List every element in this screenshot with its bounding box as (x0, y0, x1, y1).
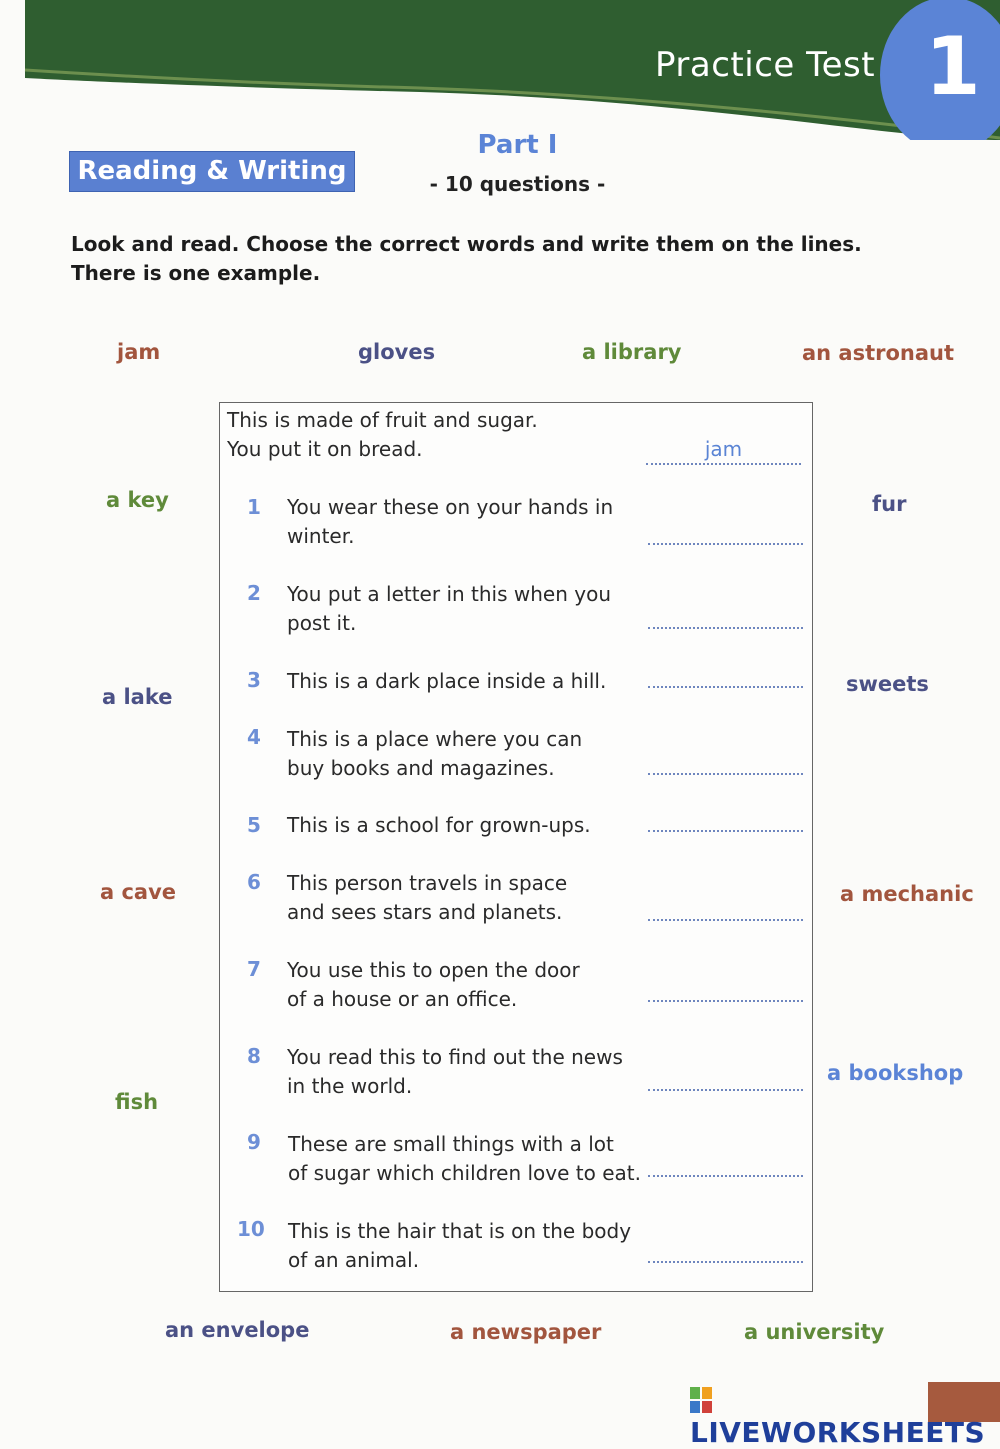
word-mechanic: a mechanic (840, 882, 974, 906)
word-library: a library (582, 340, 682, 364)
question-line-2: winter. (287, 524, 355, 548)
word-lake: a lake (102, 685, 173, 709)
question-line-2: buy books and magazines. (287, 756, 555, 780)
question-number: 8 (247, 1044, 261, 1068)
word-jam: jam (117, 340, 161, 364)
answer-line-6[interactable] (648, 919, 803, 921)
test-number: 1 (925, 20, 981, 113)
question-line-1: This is the hair that is on the body (288, 1219, 632, 1243)
word-key: a key (106, 488, 169, 512)
answer-line-10[interactable] (648, 1261, 803, 1263)
practice-test-title: Practice Test (655, 45, 876, 85)
question-line-1: This is a school for grown-ups. (287, 813, 591, 837)
question-line-1: You read this to find out the news (287, 1045, 623, 1069)
answer-line-7[interactable] (648, 1000, 803, 1002)
example-answer: jam (704, 437, 743, 461)
word-cave: a cave (100, 880, 177, 904)
question-line-2: and sees stars and planets. (287, 900, 563, 924)
word-sweets: sweets (846, 672, 929, 696)
question-number: 2 (247, 581, 261, 605)
question-number: 3 (247, 668, 261, 692)
word-envelope: an envelope (165, 1318, 310, 1342)
instructions (71, 230, 931, 288)
word-astronaut: an astronaut (802, 341, 955, 365)
word-newspaper: a newspaper (450, 1320, 602, 1344)
word-university: a university (744, 1320, 885, 1344)
question-number: 5 (247, 813, 261, 837)
answer-line-1[interactable] (648, 543, 803, 545)
word-fish: fish (115, 1090, 159, 1114)
question-number: 6 (247, 870, 261, 894)
liveworksheets-logo (690, 1383, 1000, 1449)
section-label: Reading & Writing (69, 151, 355, 192)
question-line-1: You put a letter in this when you (287, 582, 612, 606)
question-number: 7 (247, 957, 261, 981)
question-line-2: of an animal. (288, 1248, 420, 1272)
question-line-1: This person travels in space (287, 871, 568, 895)
question-line-1: These are small things with a lot (288, 1132, 614, 1156)
part-title: Part I (477, 130, 558, 160)
answer-line-3[interactable] (648, 686, 803, 688)
instructions-line-1: Look and read. Choose the correct words and write them on the lines. (71, 232, 862, 256)
answer-line-8[interactable] (648, 1089, 803, 1091)
question-line-1: This is a place where you can (287, 727, 583, 751)
answer-line-4[interactable] (648, 773, 803, 775)
part-subtitle: - 10 questions - (429, 172, 606, 196)
answer-line-2[interactable] (648, 627, 803, 629)
example-answer-line (646, 463, 801, 465)
question-box (219, 402, 813, 1292)
question-number: 9 (247, 1130, 261, 1154)
question-line-2: of a house or an office. (287, 987, 518, 1011)
example-line-1: This is made of fruit and sugar. (227, 408, 538, 432)
answer-line-9[interactable] (648, 1175, 803, 1177)
liveworksheets-logo-text: LIVEWORKSHEETS (690, 1416, 986, 1449)
question-line-1: You wear these on your hands in (287, 495, 614, 519)
question-line-2: post it. (287, 611, 357, 635)
question-line-2: of sugar which children love to eat. (288, 1161, 641, 1185)
word-fur: fur (872, 492, 907, 516)
word-bookshop: a bookshop (827, 1061, 964, 1085)
question-line-2: in the world. (287, 1074, 413, 1098)
answer-line-5[interactable] (648, 830, 803, 832)
question-number: 1 (247, 495, 261, 519)
question-line-1: You use this to open the door (287, 958, 580, 982)
question-number: 4 (247, 725, 261, 749)
word-gloves: gloves (358, 340, 436, 364)
question-line-1: This is a dark place inside a hill. (287, 669, 607, 693)
example-line-2: You put it on bread. (227, 437, 423, 461)
instructions-line-2: There is one example. (71, 261, 321, 285)
question-number: 10 (237, 1217, 265, 1241)
liveworksheets-logo-icon (690, 1387, 712, 1413)
